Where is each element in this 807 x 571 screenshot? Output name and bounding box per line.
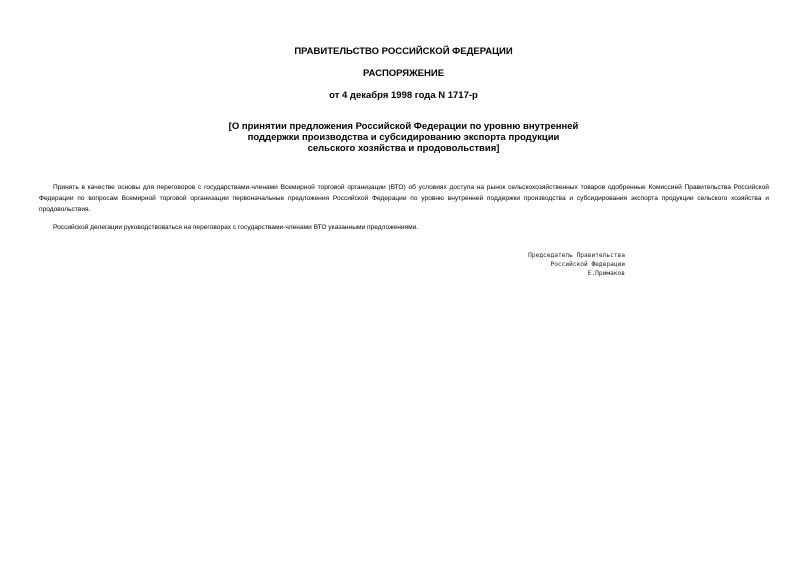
document-title [0,121,807,154]
signature-organization: Российской Федерации [550,260,625,268]
government-heading: ПРАВИТЕЛЬСТВО РОССИЙСКОЙ ФЕДЕРАЦИИ [294,46,513,57]
document-title-line: [О принятии предложения Российской Федерации по уровню внутренней [228,121,579,132]
document-title-line: поддержки производства и субсидированию экспорта продукции [247,132,560,143]
signature-name: Е.Примаков [587,269,625,277]
body-paragraph-decision: Принять в качестве основы для переговоров с государствами-членами Всемирной торговой организации (ВТО) об условиях доступа на рынок сельскохозяйственных товаров одобренные Комиссией Правительства Российской Федерации по вопросам Всемирной торговой организации первоначальные предложения Российской Федерации по уровню внутренней поддержки производства и субсидирования экспорта продукции сельского хозяйства и продовольствия. [39,184,769,213]
signature-position: Председатель Правительства [528,252,625,259]
document-type-heading: РАСПОРЯЖЕНИЕ [362,68,445,79]
document-title-line: сельского хозяйства и продовольствия] [307,143,500,154]
body-paragraph-delegation: Российской делегации руководствоваться на переговорах с государствами-членами ВТО указанными предложениями. [53,224,419,231]
document-date-number: от 4 декабря 1998 года N 1717-р [329,90,478,101]
signature-block [480,252,625,278]
